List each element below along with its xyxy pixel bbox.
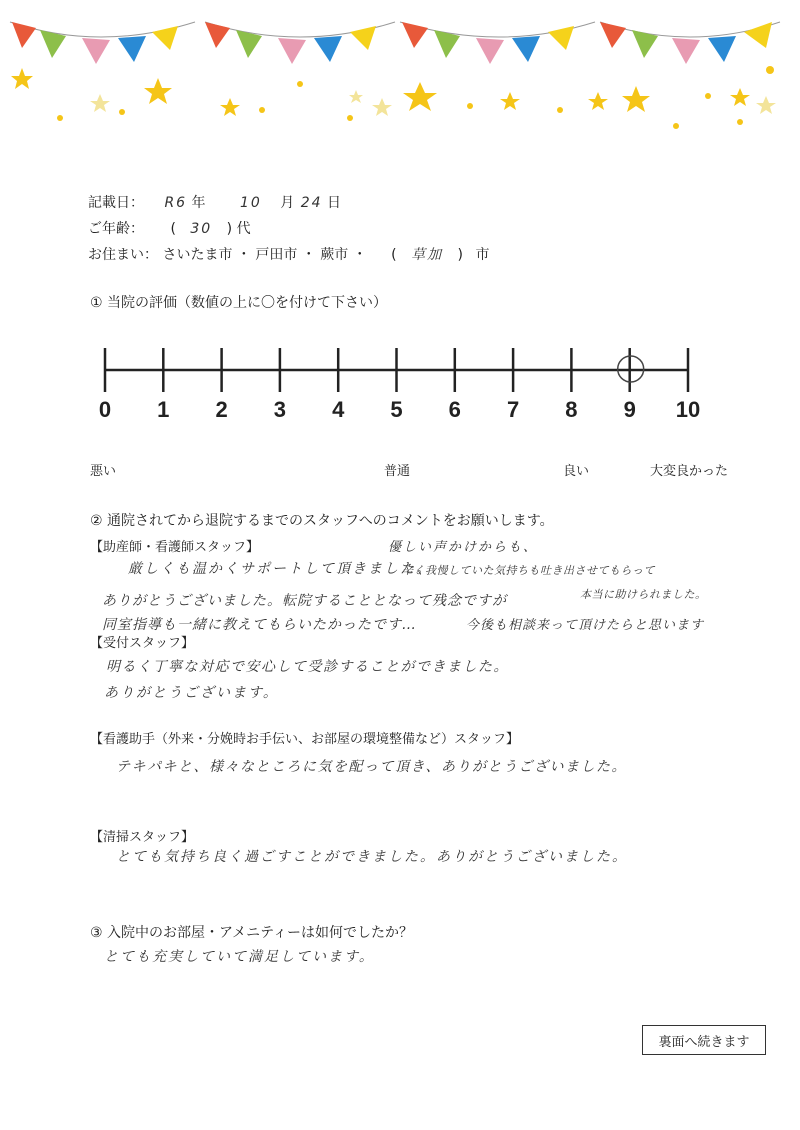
reception-comment-line1: 明るく丁寧な対応で安心して受診することができました。 <box>106 659 509 675</box>
midwife-section-title: 【助産師・看護師スタッフ】 <box>90 540 260 555</box>
residence-close: ) <box>457 247 464 263</box>
bunting-strings <box>10 22 780 37</box>
amenity-title: ③ 入院中のお部屋・アメニティーは如何でしたか？ <box>90 925 414 941</box>
scale-tick-label-9: 9 <box>623 397 636 422</box>
scale-tick-label-1: 1 <box>157 397 170 422</box>
assistant-section-title: 【看護助手（外来・分娩時お手伝い、お部屋の環境整備など）スタッフ】 <box>90 732 520 747</box>
residence-label: お住まい： <box>88 247 158 263</box>
midwife-comment-insert: 優しい声かけからも、 <box>388 540 539 555</box>
reception-comment-line2: ありがとうございます。 <box>104 685 279 701</box>
age-open: ( <box>170 221 176 237</box>
scale-tick-label-4: 4 <box>332 397 345 422</box>
amenity-answer: とても充実していて満足しています。 <box>104 949 375 965</box>
scale-label-good: 良い <box>563 464 590 479</box>
residence-options: さいたま市 ・ 戸田市 ・ 蕨市 ・ <box>162 247 367 263</box>
age-label: ご年齢： <box>88 221 144 237</box>
midwife-comment-line3: 同室指導も一緒に教えてもらいたかったです… <box>102 617 417 633</box>
comments-title: ② 通院されてから退院するまでのスタッフへのコメントをお願いします。 <box>90 513 554 529</box>
midwife-comment-line2: ありがとうございました。転院することとなって残念ですが <box>102 593 507 609</box>
continue-on-back-notice: 裏面へ続きます <box>642 1025 766 1055</box>
age-row <box>88 218 251 238</box>
scale-tick-label-2: 2 <box>215 397 228 422</box>
midwife-comment-line1b: 辛く我慢していた気持ちも吐き出させてもらって <box>402 564 655 577</box>
scale-tick-label-3: 3 <box>273 397 287 422</box>
date-era-value: R6 <box>164 195 188 211</box>
date-month-unit: 月 <box>280 195 295 211</box>
date-day-value: 24 <box>300 195 323 211</box>
cleaning-section-title: 【清掃スタッフ】 <box>90 830 195 845</box>
cleaning-comment-line1: とても気持ち良く過ごすことができました。ありがとうございました。 <box>116 849 628 865</box>
residence-row <box>88 244 489 264</box>
rating-scale <box>0 330 800 440</box>
scale-label-great: 大変良かった <box>650 464 729 479</box>
reception-section-title: 【受付スタッフ】 <box>90 636 195 651</box>
scale-tick-label-8: 8 <box>565 397 578 422</box>
date-month-value: 10 <box>240 195 262 211</box>
star-decorations <box>11 66 774 129</box>
age-value: 30 <box>190 221 213 237</box>
scale-tick-label-5: 5 <box>390 397 403 422</box>
residence-unit: 市 <box>475 247 490 263</box>
date-year-unit: 年 <box>191 195 206 211</box>
assistant-comment-line1: テキパキと、様々なところに気を配って頂き、ありがとうございました。 <box>116 759 627 775</box>
scale-tick-label-10: 10 <box>675 397 701 422</box>
scale-label-bad: 悪い <box>90 464 117 479</box>
midwife-comment-line3b: 今後も相談来って頂けたらと思います <box>466 618 705 633</box>
bunting-flags <box>12 22 772 64</box>
date-label: 記載日： <box>88 195 144 211</box>
residence-open: ( <box>391 247 397 263</box>
age-unit: 代 <box>236 221 251 237</box>
bunting-decoration <box>0 0 800 140</box>
scale-tick-label-7: 7 <box>506 397 520 422</box>
midwife-comment-line2-right: 本当に助けられました。 <box>580 588 707 601</box>
scale-tick-label-6: 6 <box>448 397 461 422</box>
date-day-unit: 日 <box>327 195 342 211</box>
date-row <box>88 192 341 212</box>
age-close: ) <box>226 221 233 237</box>
scale-label-normal: 普通 <box>384 464 411 479</box>
residence-value: 草加 <box>411 247 444 263</box>
midwife-comment-line1: 厳しくも温かくサポートして頂きました。 <box>128 561 432 577</box>
rating-title: ① 当院の評価（数値の上に〇を付けて下さい） <box>90 295 387 311</box>
scale-tick-label-0: 0 <box>98 397 112 422</box>
